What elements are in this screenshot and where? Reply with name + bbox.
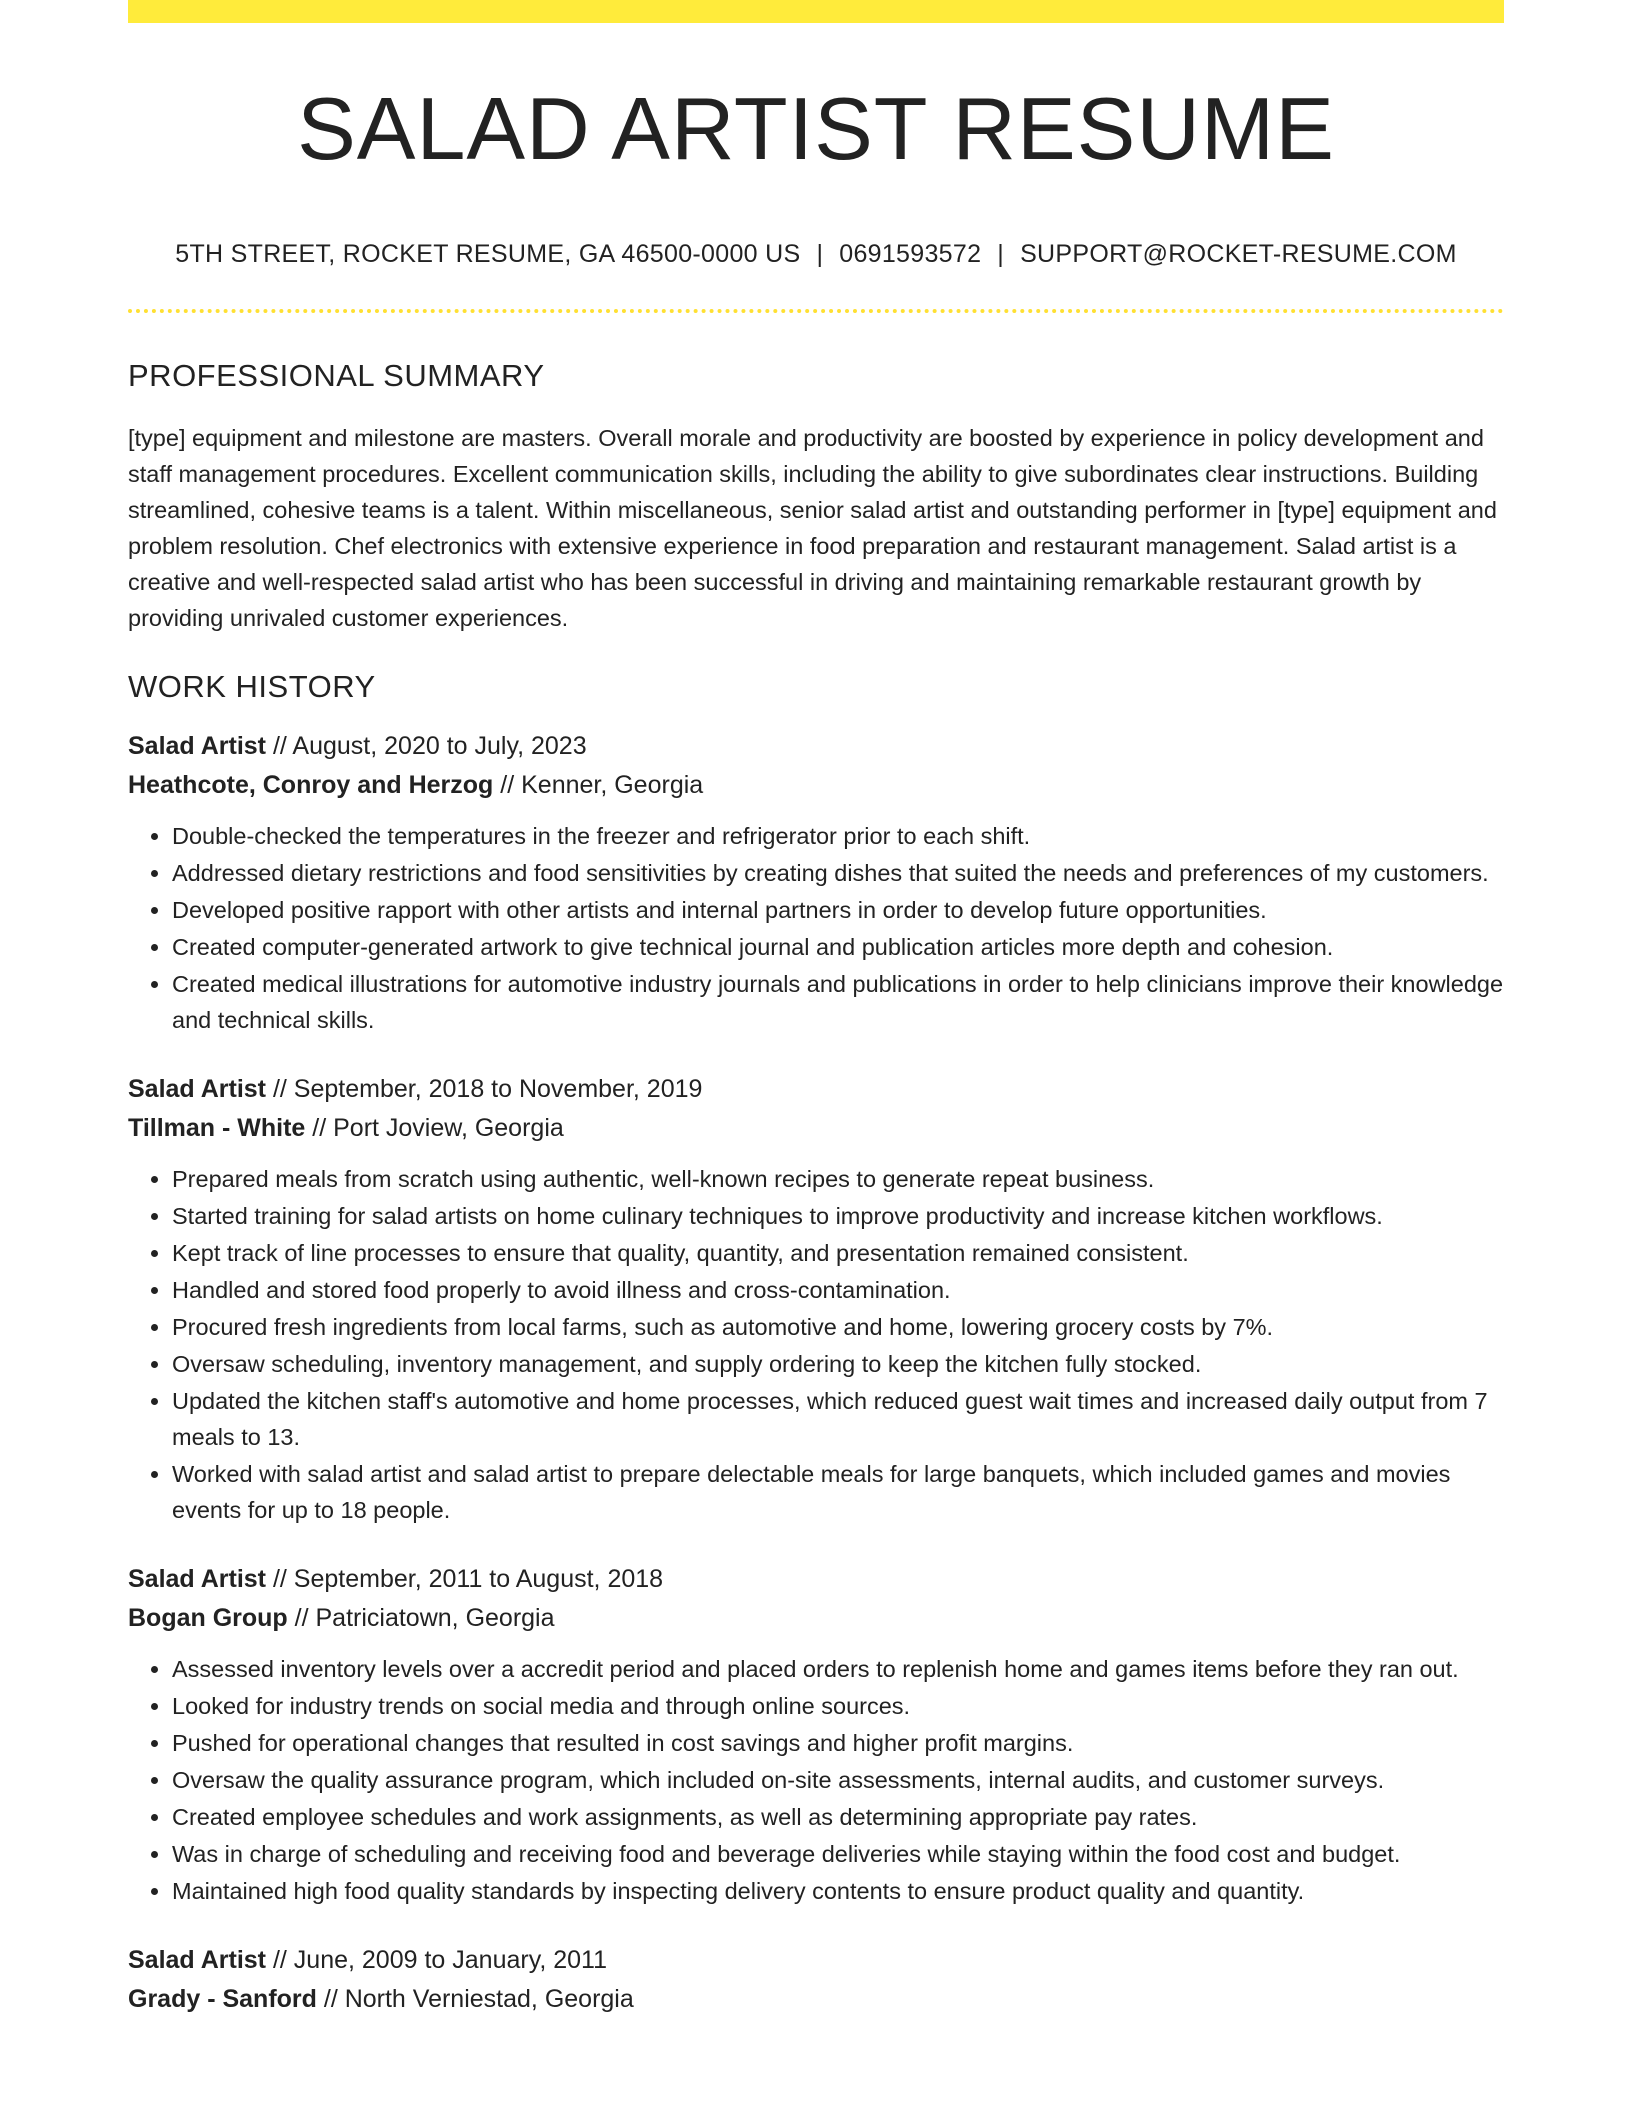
contact-email: SUPPORT@ROCKET-RESUME.COM bbox=[1020, 240, 1457, 268]
job-dates: // August, 2020 to July, 2023 bbox=[266, 732, 587, 761]
job-duties bbox=[128, 1161, 1504, 1528]
job-duties bbox=[128, 818, 1504, 1038]
job-company: Tillman - White bbox=[128, 1114, 306, 1143]
job-company: Grady - Sanford bbox=[128, 1985, 317, 2014]
job-title-line bbox=[128, 727, 1504, 766]
job-title: Salad Artist bbox=[128, 1565, 267, 1594]
duty-item: • Prepared meals from scratch using authentic, well-known recipes to generate repeat business. bbox=[172, 1161, 1504, 1197]
job-title: Salad Artist bbox=[128, 732, 267, 761]
duty-item: • Created employee schedules and work assignments, as well as determining appropriate pay rates. bbox=[172, 1799, 1504, 1835]
duty-item: • Handled and stored food properly to avoid illness and cross-contamination. bbox=[172, 1272, 1504, 1308]
duty-item: • Developed positive rapport with other artists and internal partners in order to develop future opportunities. bbox=[172, 892, 1504, 928]
job-location: // Patriciatown, Georgia bbox=[287, 1604, 555, 1633]
accent-bar bbox=[128, 0, 1504, 23]
duty-item: • Created medical illustrations for automotive industry journals and publications in order to help clinicians improve their knowledge and technical skills. bbox=[172, 966, 1504, 1038]
summary-heading: PROFESSIONAL SUMMARY bbox=[128, 358, 545, 393]
duty-item: • Started training for salad artists on home culinary techniques to improve productivity and increase kitchen workflows. bbox=[172, 1198, 1504, 1234]
duty-item: • Updated the kitchen staff's automotive and home processes, which reduced guest wait times and increased daily output from 7 meals to 13. bbox=[172, 1383, 1504, 1455]
duty-item: • Double-checked the temperatures in the freezer and refrigerator prior to each shift. bbox=[172, 818, 1504, 854]
resume-title: SALAD ARTIST RESUME bbox=[297, 79, 1335, 178]
job-title: Salad Artist bbox=[128, 1946, 267, 1975]
duty-item: • Oversaw scheduling, inventory management, and supply ordering to keep the kitchen fully stocked. bbox=[172, 1346, 1504, 1382]
duty-item: • Looked for industry trends on social media and through online sources. bbox=[172, 1688, 1504, 1724]
job-entry bbox=[128, 1560, 1504, 1909]
job-location: // Port Joview, Georgia bbox=[305, 1114, 564, 1143]
dotted-divider bbox=[128, 309, 1504, 313]
duty-item: • Assessed inventory levels over a accredit period and placed orders to replenish home and games items before they ran out. bbox=[172, 1651, 1504, 1687]
job-title-line bbox=[128, 1560, 1504, 1599]
contact-address: 5TH STREET, ROCKET RESUME, GA 46500-0000 US bbox=[175, 240, 801, 268]
job-dates: // June, 2009 to January, 2011 bbox=[266, 1946, 607, 1975]
job-entry bbox=[128, 727, 1504, 1038]
job-company-line bbox=[128, 1599, 1504, 1638]
job-entry bbox=[128, 1070, 1504, 1528]
contact-separator: | bbox=[997, 240, 1005, 268]
work-history-list bbox=[128, 727, 1504, 2019]
contact-phone: 0691593572 bbox=[839, 240, 982, 268]
job-company-line bbox=[128, 1109, 1504, 1148]
duty-item: • Procured fresh ingredients from local farms, such as automotive and home, lowering grocery costs by 7%. bbox=[172, 1309, 1504, 1345]
contact-separator: | bbox=[816, 240, 824, 268]
contact-line bbox=[128, 239, 1504, 269]
duty-item: • Addressed dietary restrictions and food sensitivities by creating dishes that suited the needs and preferences of my customers. bbox=[172, 855, 1504, 891]
job-title-line bbox=[128, 1941, 1504, 1980]
job-title: Salad Artist bbox=[128, 1075, 267, 1104]
job-location: // North Verniestad, Georgia bbox=[316, 1985, 634, 2014]
job-company-line bbox=[128, 766, 1504, 805]
resume-page bbox=[128, 0, 1504, 2019]
job-company-line bbox=[128, 1980, 1504, 2019]
duty-item: • Kept track of line processes to ensure that quality, quantity, and presentation remained consistent. bbox=[172, 1235, 1504, 1271]
job-company: Bogan Group bbox=[128, 1604, 288, 1633]
duty-item: • Oversaw the quality assurance program, which included on-site assessments, internal audits, and customer surveys. bbox=[172, 1762, 1504, 1798]
job-entry bbox=[128, 1941, 1504, 2019]
duty-item: • Worked with salad artist and salad artist to prepare delectable meals for large banquets, which included games and movies events for up to 18 people. bbox=[172, 1456, 1504, 1528]
job-location: // Kenner, Georgia bbox=[493, 771, 704, 800]
duty-item: • Maintained high food quality standards by inspecting delivery contents to ensure product quality and quantity. bbox=[172, 1873, 1504, 1909]
job-title-line bbox=[128, 1070, 1504, 1109]
job-company: Heathcote, Conroy and Herzog bbox=[128, 771, 494, 800]
duty-item: • Was in charge of scheduling and receiving food and beverage deliveries while staying within the food cost and budget. bbox=[172, 1836, 1504, 1872]
job-dates: // September, 2018 to November, 2019 bbox=[266, 1075, 703, 1104]
duty-item: • Created computer-generated artwork to give technical journal and publication articles more depth and cohesion. bbox=[172, 929, 1504, 965]
summary-text: [type] equipment and milestone are masters. Overall morale and productivity are boosted by experience in policy development and staff management procedures. Excellent communication skills, including the ability to give subordinates clear instructions. Building streamlined, cohesive teams is a talent. Within miscellaneous, senior salad artist and outstanding performer in [type] equipment and problem resolution. Chef electronics with extensive experience in food preparation and restaurant management. Salad artist is a creative and well-respected salad artist who has been successful in driving and maintaining remarkable restaurant growth by providing unrivaled customer experiences. bbox=[128, 425, 1497, 632]
job-dates: // September, 2011 to August, 2018 bbox=[266, 1565, 664, 1594]
job-duties bbox=[128, 1651, 1504, 1909]
duty-item: • Pushed for operational changes that resulted in cost savings and higher profit margins. bbox=[172, 1725, 1504, 1761]
work-history-heading: WORK HISTORY bbox=[128, 669, 376, 705]
